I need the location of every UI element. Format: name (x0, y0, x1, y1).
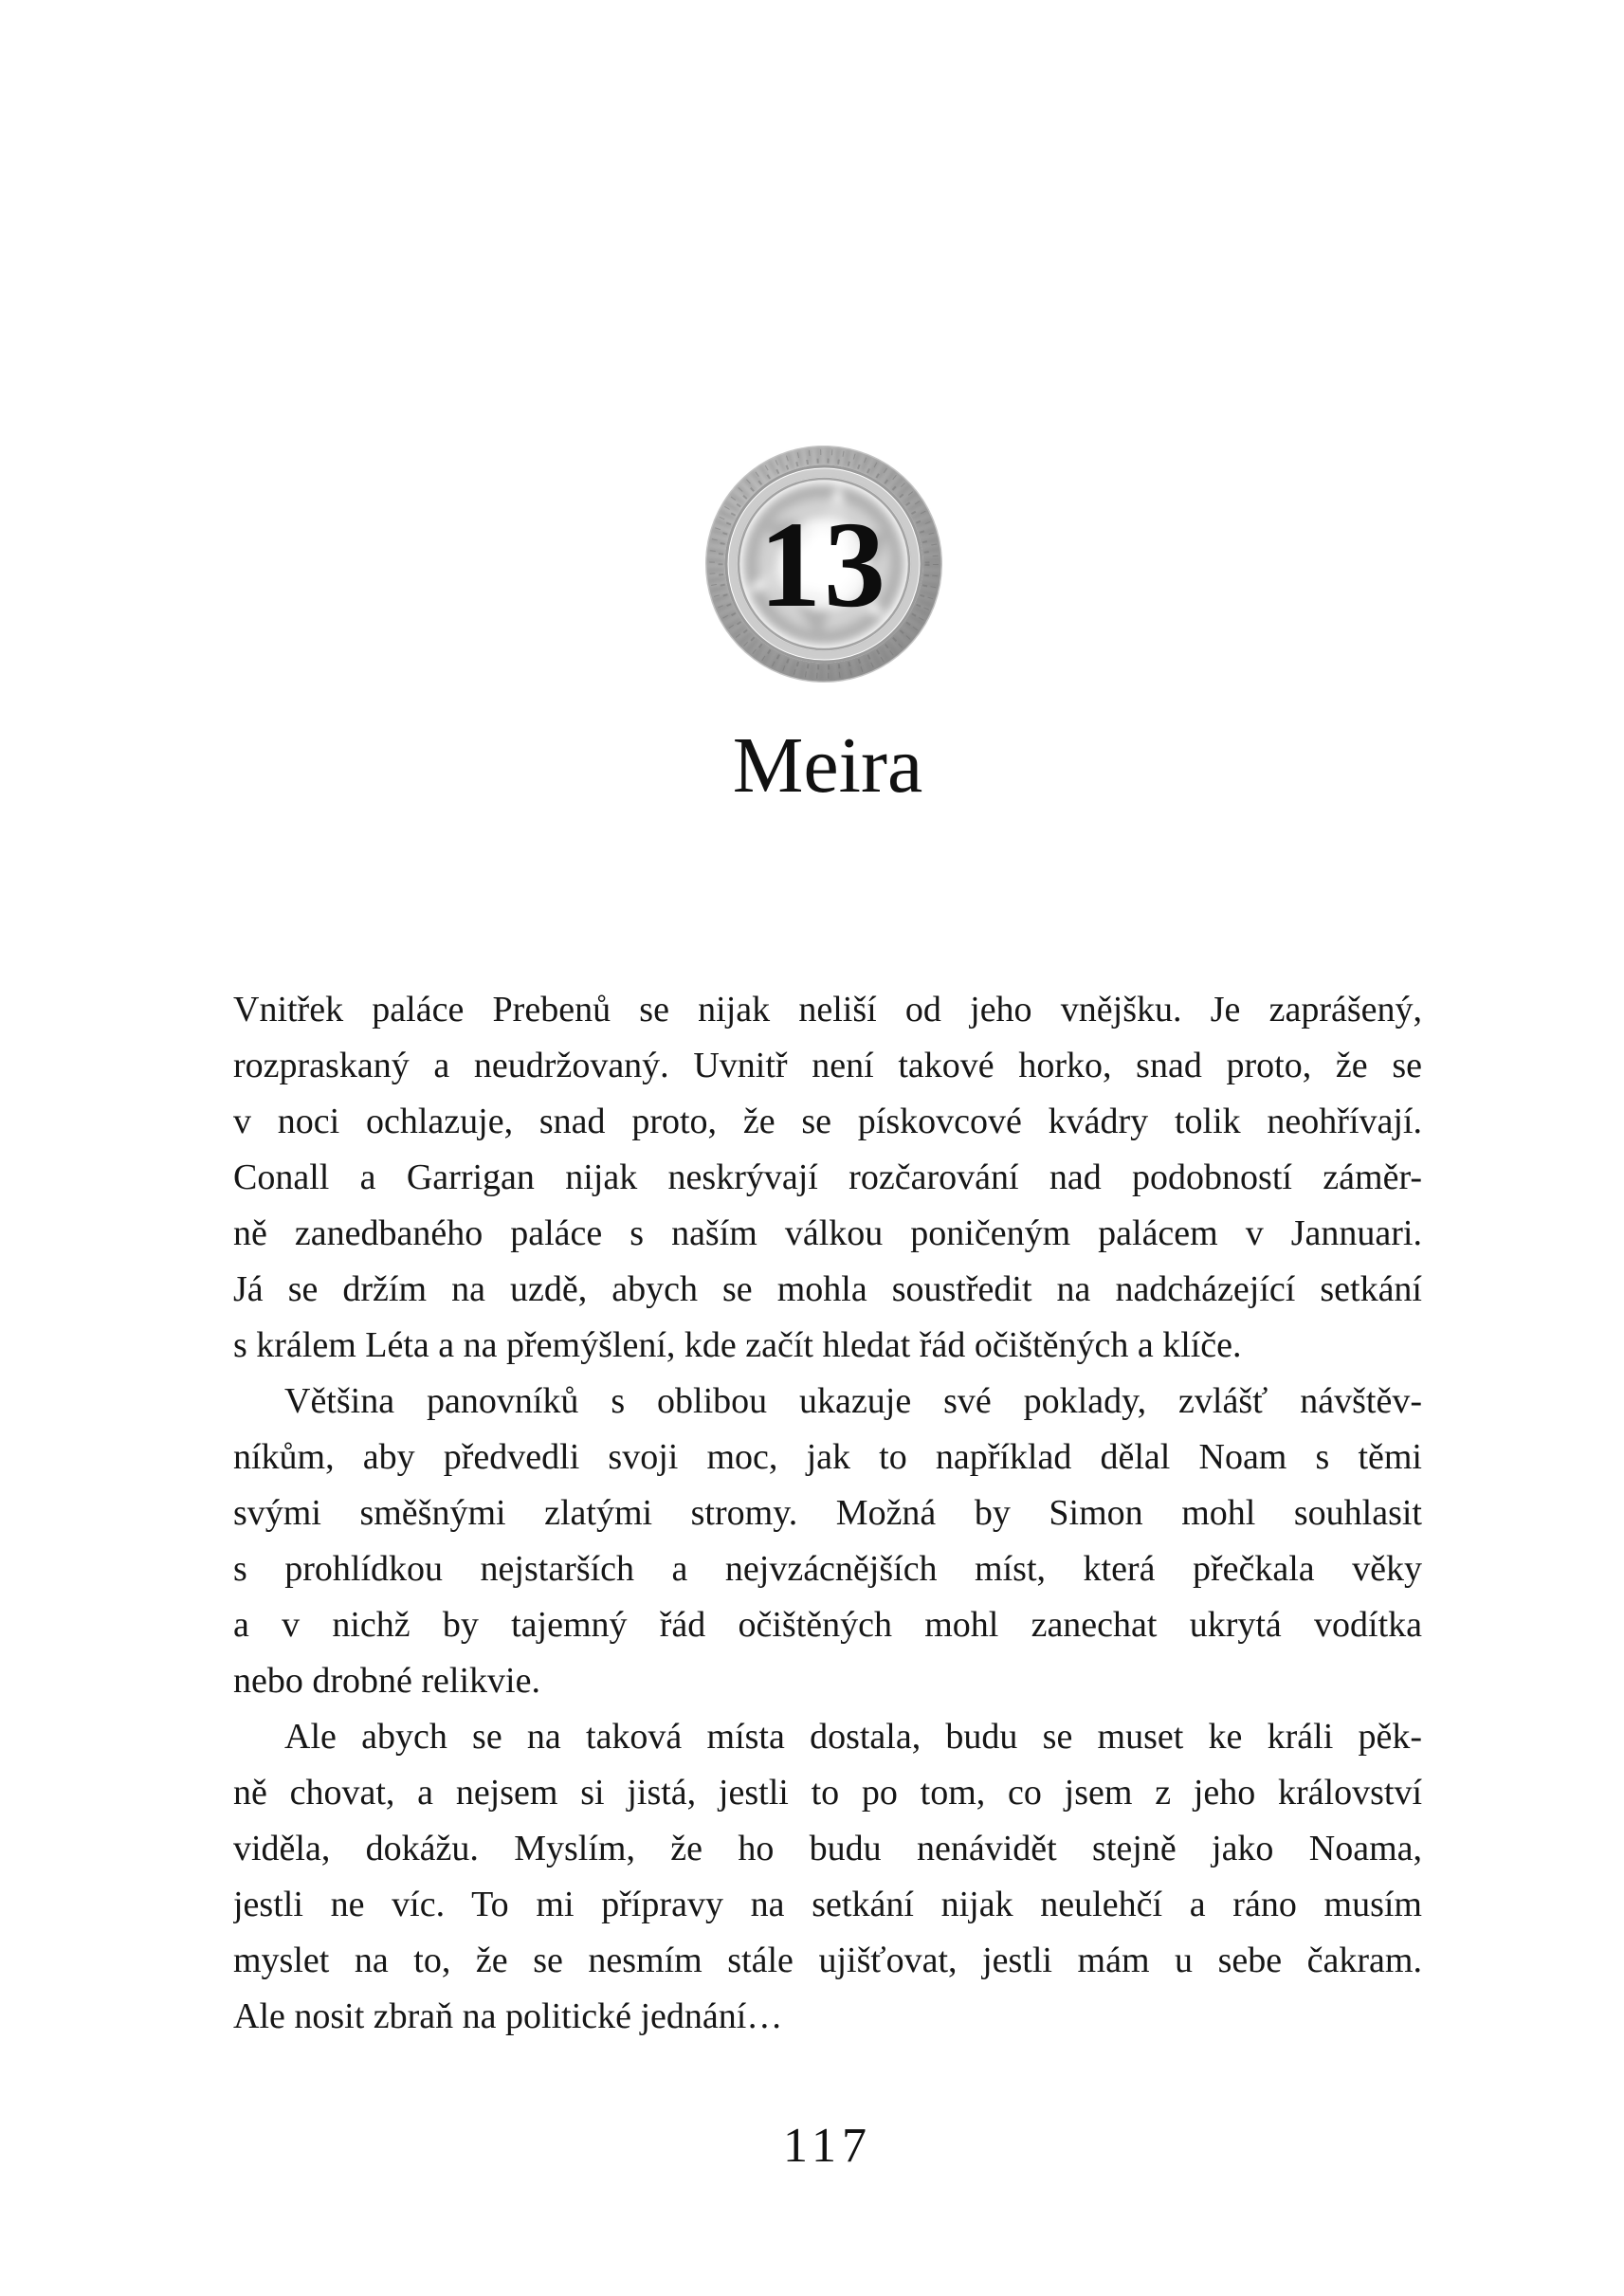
body-line: a v nichž by tajemný řád očištěných mohl zanechat ukrytá vodítka (233, 1605, 1422, 1645)
body-line: viděla, dokážu. Myslím, že ho budu nenávidět stejně jako Noama, (233, 1829, 1422, 1868)
body-line: Já se držím na uzdě, abych se mohla soustředit na nadcházející setkání (233, 1269, 1422, 1309)
body-line: Conall a Garrigan nijak neskrývají rozčarování nad podobností záměr- (233, 1157, 1422, 1197)
body-line: ně chovat, a nejsem si jistá, jestli to po tom, co jsem z jeho království (233, 1773, 1422, 1813)
body-text (233, 982, 1422, 2045)
body-line: níkům, aby předvedli svoji moc, jak to například dělal Noam s těmi (233, 1437, 1422, 1477)
body-line: Vnitřek paláce Prebenů se nijak neliší od jeho vnějšku. Je zaprášený, (233, 990, 1422, 1030)
chapter-title: Meira (732, 721, 923, 810)
body-line: jestli ne víc. To mi přípravy na setkání nijak neulehčí a ráno musím (233, 1885, 1422, 1924)
chapter-number: 13 (759, 497, 888, 633)
body-line: Většina panovníků s oblibou ukazuje své poklady, zvlášť návštěv- (284, 1381, 1422, 1421)
body-line: nebo drobné relikvie. (233, 1661, 540, 1701)
body-line: s králem Léta a na přemýšlení, kde začít hledat řád očištěných a klíče. (233, 1325, 1242, 1365)
body-line: myslet na to, že se nesmím stále ujišťovat, jestli mám u sebe čakram. (233, 1941, 1422, 1980)
body-line: Ale nosit zbraň na politické jednání… (233, 1996, 783, 2036)
page-number: 117 (782, 2119, 873, 2173)
body-line: Ale abych se na taková místa dostala, budu se muset ke králi pěk- (284, 1717, 1422, 1757)
body-line: s prohlídkou nejstarších a nejvzácnějších míst, která přečkala věky (233, 1549, 1422, 1589)
body-line: rozpraskaný a neudržovaný. Uvnitř není takové horko, snad proto, že se (233, 1046, 1422, 1085)
body-line: v noci ochlazuje, snad proto, že se pískovcové kvádry tolik neohřívají. (233, 1102, 1422, 1141)
chapter-ornament (705, 446, 942, 683)
body-line: svými směšnými zlatými stromy. Možná by Simon mohl souhlasit (233, 1493, 1422, 1533)
body-line: ně zanedbaného paláce s naším válkou poničeným palácem v Jannuari. (233, 1213, 1422, 1253)
